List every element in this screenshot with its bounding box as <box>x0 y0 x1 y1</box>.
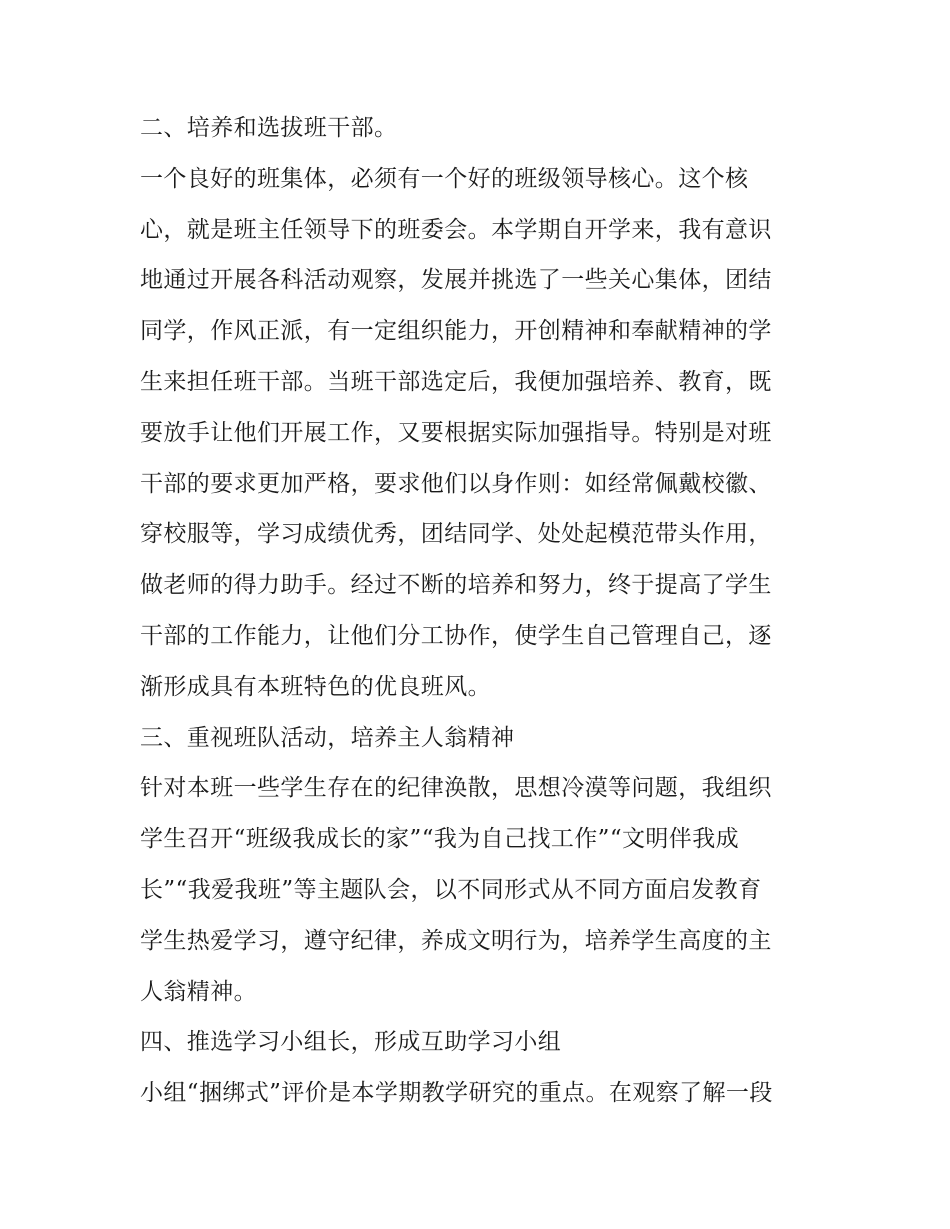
paragraph-line: 学生热爱学习，遵守纪律，养成文明行为，培养学生高度的主 <box>140 927 772 954</box>
section-heading-4: 四、推选学习小组长，形成互助学习小组 <box>140 1029 562 1056</box>
paragraph-line: 生来担任班干部。当班干部选定后，我便加强培养、教育，既 <box>140 368 772 395</box>
paragraph-line: 做老师的得力助手。经过不断的培养和努力，终于提高了学生 <box>140 572 772 599</box>
paragraph-line: 学生召开“班级我成长的家”“我为自己找工作”“文明伴我成 <box>140 826 739 853</box>
paragraph-line: 穿校服等，学习成绩优秀，团结同学、处处起模范带头作用， <box>140 521 772 548</box>
paragraph-line: 小组“捆绑式”评价是本学期教学研究的重点。在观察了解一段 <box>140 1080 773 1107</box>
section-heading-3: 三、重视班队活动，培养主人翁精神 <box>140 724 515 751</box>
paragraph-line: 干部的要求更加严格，要求他们以身作则：如经常佩戴校徽、 <box>140 470 772 497</box>
paragraph-line: 地通过开展各科活动观察，发展并挑选了一些关心集体，团结 <box>140 267 772 294</box>
paragraph-line: 渐形成具有本班特色的优良班风。 <box>140 673 491 700</box>
paragraph-line: 心，就是班主任领导下的班委会。本学期自开学来，我有意识 <box>140 216 772 243</box>
paragraph-line: 一个良好的班集体，必须有一个好的班级领导核心。这个核 <box>140 165 749 192</box>
section-heading-2: 二、培养和选拔班干部。 <box>140 115 398 141</box>
paragraph-line: 同学，作风正派，有一定组织能力，开创精神和奉献精神的学 <box>140 318 772 345</box>
paragraph-line: 针对本班一些学生存在的纪律涣散，思想冷漠等问题，我组织 <box>140 775 772 802</box>
paragraph-line: 长”“我爱我班”等主题队会，以不同形式从不同方面启发教育 <box>140 876 762 903</box>
paragraph-line: 人翁精神。 <box>140 978 257 1005</box>
document-body <box>140 103 820 1119</box>
paragraph-line: 要放手让他们开展工作，又要根据实际加强指导。特别是对班 <box>140 419 772 446</box>
paragraph-line: 干部的工作能力，让他们分工协作，使学生自己管理自己，逐 <box>140 622 772 649</box>
